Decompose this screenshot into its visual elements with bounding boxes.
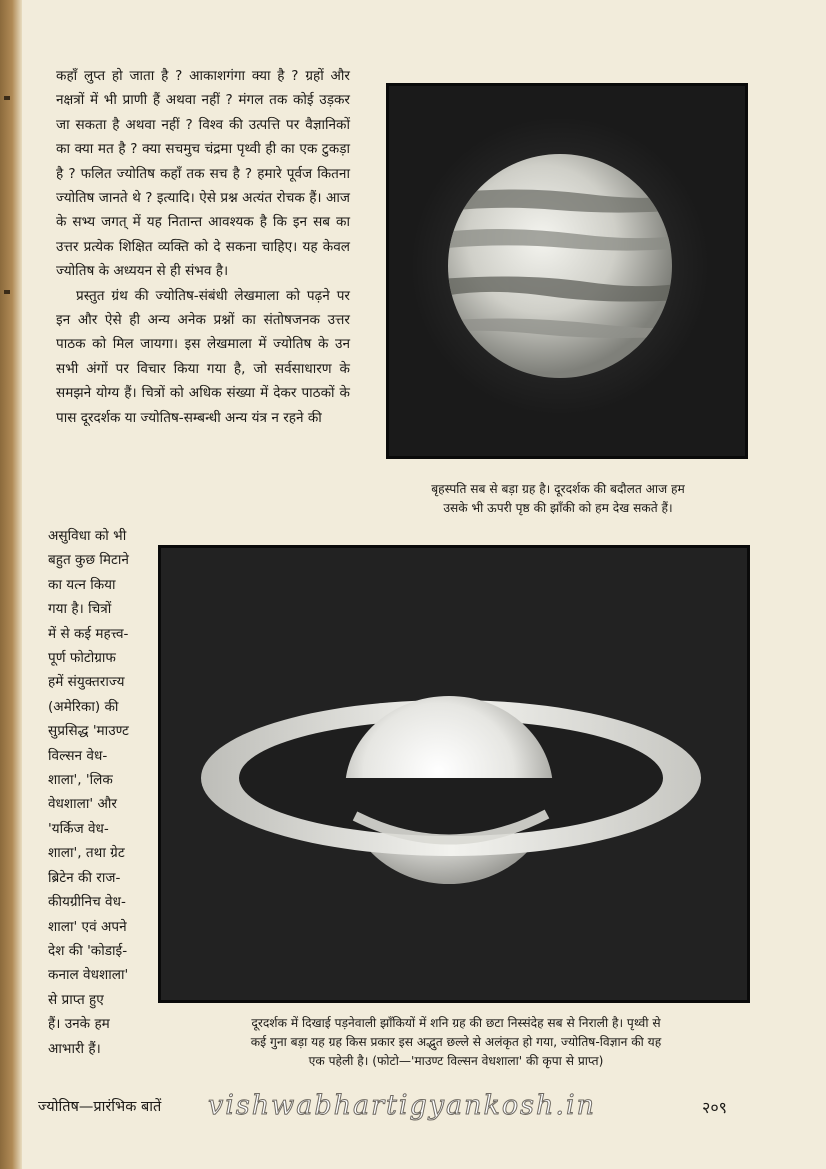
saturn-image	[159, 546, 749, 1002]
caption-line: उसके भी ऊपरी पृष्ठ की झाँकी को हम देख सकते हैं।	[443, 501, 673, 515]
saturn-photo	[158, 545, 750, 1003]
text-line: कनाल वेधशाला'	[48, 967, 129, 984]
running-footer-title: ज्योतिष—प्रारंभिक बातें	[38, 1099, 162, 1115]
text-line: कीयग्रीनिच वेध-	[48, 894, 126, 911]
text-line: विश्व की उत्पत्ति पर वैज्ञानिकों का क्या मत है ?	[56, 116, 351, 158]
text-line: असुविधा को भी	[48, 528, 127, 544]
text-line: रोचक हैं। आज के सभ्य जगत् में यह नितान्त	[56, 190, 351, 231]
text-line: पढ़ने पर इन और ऐसे ही अन्य अनेक प्रश्नों का	[56, 287, 350, 329]
text-line: से प्राप्त हुए	[48, 991, 104, 1008]
binding-mark	[4, 290, 10, 294]
binding-mark	[4, 96, 10, 100]
site-watermark: vishwabhartigyankosh.in	[208, 1090, 596, 1121]
text-line: कहाँ लुप्त हो जाता है ? आकाशगंगा क्या है ?	[56, 68, 299, 84]
text-line: विल्सन वेध-	[48, 747, 108, 764]
caption-line: कई गुना बड़ा यह ग्रह किस प्रकार इस अद्भुत छल्ले से अलंकृत हो गया, ज्योतिष-विज्ञान की यह	[250, 1035, 662, 1049]
text-line: के अध्ययन से ही संभव है।	[98, 263, 229, 280]
text-line: हैं। उनके हम	[48, 1016, 110, 1033]
caption-line: बृहस्पति सब से बड़ा ग्रह है। दूरदर्शक की बदौलत आज हम	[431, 482, 685, 496]
text-line: व्यक्ति को दे सकना चाहिए। यह केवल ज्योतिष	[56, 238, 350, 280]
caption-line: एक पहेली है। (फोटो—'माउण्ट विल्सन वेधशाला' की कृपा से प्राप्त)	[308, 1054, 604, 1068]
text-line: फलित ज्योतिष कहाँ तक सच है ? हमारे पूर्वज	[80, 165, 313, 182]
text-line: शाला', तथा ग्रेट	[48, 845, 125, 862]
text-line: देश की 'कोडाई-	[48, 942, 128, 959]
text-line: संतोषजनक उत्तर पाठक को मिल जायगा। इस	[56, 312, 350, 353]
text-line: (अमेरिका) की	[48, 698, 119, 715]
text-line: हमें संयुक्तराज्य	[48, 674, 125, 691]
jupiter-disk	[448, 154, 672, 378]
jupiter-photo	[386, 83, 748, 459]
saturn-caption	[160, 1014, 752, 1071]
text-line: चित्रों को अधिक संख्या में देकर पाठकों के पास	[56, 385, 350, 426]
text-line: प्रस्तुत ग्रंथ की ज्योतिष-संबंधी लेखमाला को	[76, 287, 301, 304]
text-line: दूरदर्शक या ज्योतिष-सम्बन्धी अन्य यंत्र न रहने की	[80, 409, 322, 426]
text-line: 'यर्किज वेध-	[48, 820, 109, 837]
text-line: लेखमाला में ज्योतिष के उन सभी अंगों पर विचार	[56, 336, 350, 377]
text-line: कितना ज्योतिष जानते थे ? इत्यादि। ऐसे प्रश्न अत्यंत	[56, 165, 350, 207]
text-line: मंगल तक कोई उड़कर जा सकता है अथवा नहीं ?	[56, 92, 350, 133]
text-line: का यत्न किया	[48, 576, 116, 593]
paragraph-2	[56, 284, 350, 430]
text-line: वेधशाला' और	[48, 796, 117, 813]
text-line: आवश्यक है कि इन सब का उत्तर प्रत्येक शिक्षित	[56, 214, 351, 255]
page-binding-edge	[0, 0, 22, 1169]
page-number: २०९	[702, 1098, 727, 1117]
text-line: गया है। चित्रों	[48, 601, 112, 618]
text-line: ब्रिटेन की राज-	[48, 869, 121, 886]
text-line: सुप्रसिद्ध 'माउण्ट	[48, 723, 129, 740]
text-line: क्या सचमुच चंद्रमा पृथ्वी ही का एक टुकड़ा है ?	[56, 141, 350, 182]
text-line: शाला', 'लिक	[48, 772, 113, 789]
text-line: पूर्ण फोटोग्राफ	[48, 650, 116, 667]
caption-line: दूरदर्शक में दिखाई पड़नेवाली झाँकियों में शनि ग्रह की छटा निस्संदेह सब से निराली है। पृथ्वी से	[251, 1016, 661, 1030]
narrow-text-column	[48, 524, 144, 1061]
text-line: शाला' एवं अपने	[48, 918, 127, 935]
jupiter-image	[387, 84, 747, 458]
text-line: में से कई महत्त्व-	[48, 625, 129, 642]
text-line: किया गया है, जो सर्वसाधारण के समझने योग्य हैं।	[56, 360, 350, 402]
text-line: बहुत कुछ मिटाने	[48, 552, 129, 569]
jupiter-caption	[362, 480, 754, 518]
text-line: आभारी हैं।	[48, 1040, 101, 1057]
text-line: ग्रहों और नक्षत्रों में भी प्राणी हैं अथवा नहीं ?	[56, 68, 350, 109]
main-text-column	[56, 64, 350, 430]
paragraph-1	[56, 64, 350, 284]
